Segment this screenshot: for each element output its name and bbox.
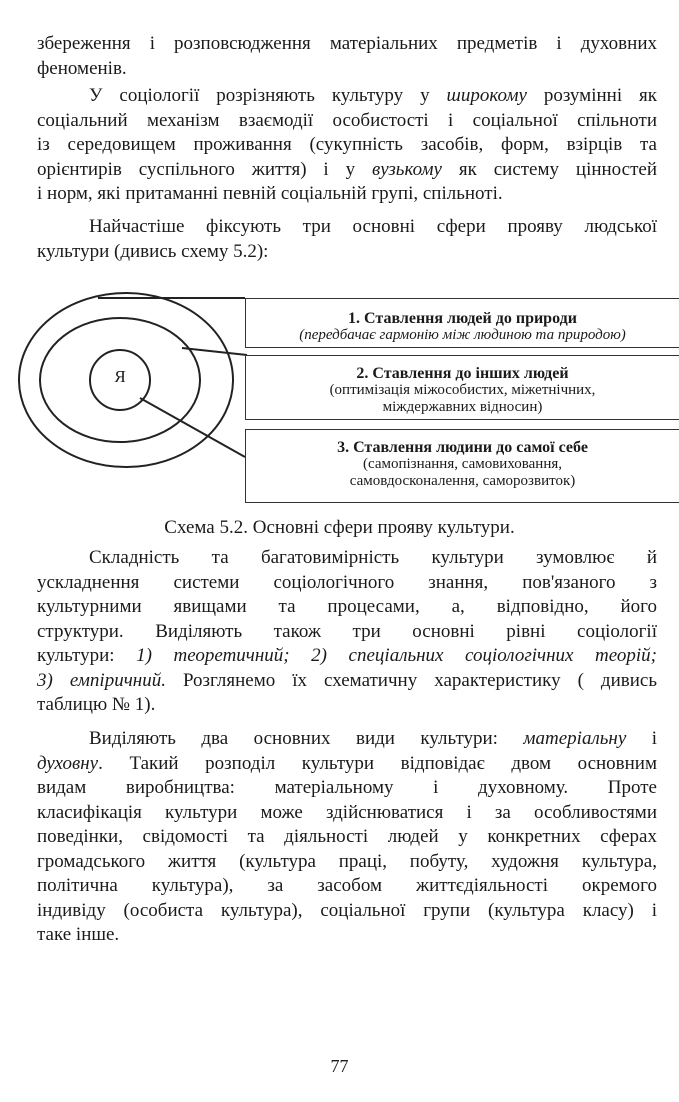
text-run: Виділяють два основних види культури: bbox=[89, 728, 524, 749]
text-line: Складність та багатовимірність культури зумовлює й bbox=[89, 547, 657, 568]
emphasis-text: духовну bbox=[37, 752, 99, 774]
paragraph-types bbox=[37, 727, 657, 948]
box-title: 3. Ставлення людини до самої себе bbox=[337, 439, 588, 456]
text-line bbox=[37, 752, 657, 777]
center-label: Я bbox=[114, 367, 126, 386]
box-title: 1. Ставлення людей до природи bbox=[348, 310, 577, 327]
box-subtitle: самовдосконалення, саморозвиток) bbox=[349, 473, 576, 489]
text-line: політична культура), за засобом життєдіяльності окремого bbox=[37, 875, 657, 896]
text-line: соціальний механізм взаємодії особистості і соціальної спільноти bbox=[37, 109, 657, 131]
text-run: і bbox=[626, 728, 657, 749]
text-run: У соціології розрізняють культуру у bbox=[89, 85, 447, 106]
text-line: ускладнення системи соціологічного знання, пов'язаного з bbox=[37, 571, 657, 593]
text-line: таблицю № 1). bbox=[37, 694, 156, 715]
text-line bbox=[37, 644, 657, 669]
text-line: класифікація культури може здійснюватися і за особливостями bbox=[37, 801, 657, 823]
box-subtitle: міждержавних відносин) bbox=[382, 399, 543, 415]
box-subtitle: (передбачає гармонію між людиною та природою) bbox=[299, 327, 626, 343]
text-line: видам виробництва: матеріальному і духовному. Проте bbox=[37, 777, 657, 798]
text-line: структури. Виділяють також три основні рівні соціології bbox=[37, 620, 657, 642]
scheme-caption: Схема 5.2. Основні сфери прояву культури. bbox=[164, 517, 515, 538]
text-line: культурними явищами та процесами, а, відповідно, його bbox=[37, 596, 657, 617]
page-number: 77 bbox=[330, 1056, 349, 1076]
box-title: 2. Ставлення до інших людей bbox=[356, 365, 569, 382]
sphere-box-people bbox=[245, 355, 679, 420]
text-run: розумінні як bbox=[526, 85, 657, 106]
text-run: культури: bbox=[37, 645, 137, 666]
text-line: культури (дивись схему 5.2): bbox=[37, 240, 269, 262]
sphere-box-nature bbox=[245, 298, 679, 348]
text-run: орієнтирів суспільного життя) і у bbox=[37, 158, 372, 180]
text-line: і норм, які притаманні певній соціальній групі, спільноті. bbox=[37, 183, 503, 204]
text-line: із середовищем проживання (сукупність засобів, форм, взірців та bbox=[37, 134, 657, 155]
emphasis-text: 3) емпіричний. bbox=[37, 669, 166, 691]
emphasis-text: 1) теоретичний; 2) спеціальних соціологічних теорій; bbox=[136, 645, 657, 666]
text-line: феноменів. bbox=[37, 57, 127, 79]
text-line: індивіду (особиста культура), соціальної групи (культура класу) і bbox=[37, 899, 657, 921]
text-line bbox=[37, 727, 657, 752]
text-line: поведінки, свідомості та діяльності людей у конкретних сферах bbox=[37, 826, 657, 847]
text-line: громадського життя (культура праці, побуту, художня культура, bbox=[37, 850, 657, 872]
paragraph-complexity bbox=[37, 546, 657, 718]
text-line bbox=[37, 669, 657, 694]
emphasis-text: вузькому bbox=[371, 158, 442, 180]
text-run: Розглянемо їх схематичну характеристику ( дивись bbox=[165, 669, 657, 691]
text-line: збереження і розповсюдження матеріальних предметів і духовних bbox=[37, 33, 657, 54]
text-line: Найчастіше фіксують три основні сфери прояву людської bbox=[89, 216, 657, 237]
box-subtitle: (оптимізація міжособистих, міжетнічних, bbox=[329, 382, 596, 398]
sphere-box-self bbox=[245, 429, 679, 503]
text-line: таке інше. bbox=[37, 924, 120, 945]
emphasis-text: матеріальну bbox=[523, 728, 627, 749]
text-run: як систему цінностей bbox=[441, 158, 657, 180]
text-run: . Такий розподіл культури відповідає двом основним bbox=[98, 752, 657, 774]
emphasis-text: широкому bbox=[446, 85, 527, 106]
box-subtitle: (самопізнання, самовиховання, bbox=[362, 456, 563, 472]
